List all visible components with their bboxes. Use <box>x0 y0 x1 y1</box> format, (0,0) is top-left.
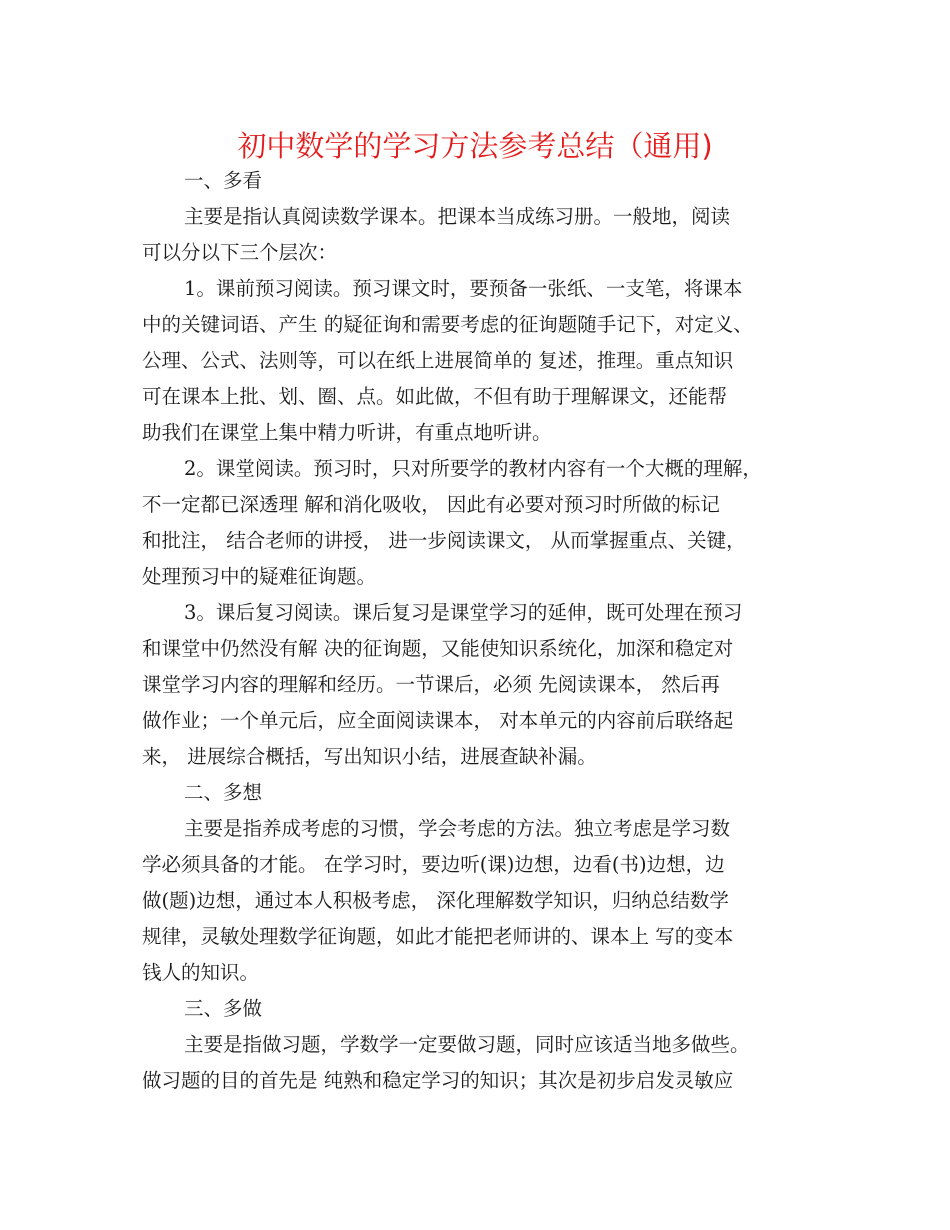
paragraph-line: 可以分以下三个层次： <box>142 241 338 264</box>
section-heading: 三、多做 <box>184 997 263 1020</box>
paragraph-line: 主要是指认真阅读数学课本。把课本当成练习册。一般地，阅读 <box>184 205 731 228</box>
paragraph-line: 3。课后复习阅读。课后复习是课堂学习的延伸，既可处理在预习 <box>184 601 743 624</box>
paragraph-line: 处理预习中的疑难征询题。 <box>142 565 377 588</box>
paragraph-line: 助我们在课堂上集中精力听讲，有重点地听讲。 <box>142 421 552 444</box>
paragraph-line: 不一定都已深透理 解和消化吸收， 因此有必要对预习时所做的标记 <box>142 493 720 516</box>
section-heading: 一、多看 <box>184 169 263 192</box>
paragraph-line: 做(题)边想，通过本人积极考虑， 深化理解数学知识，归纳总结数学 <box>142 889 729 912</box>
paragraph-line: 来， 进展综合概括，写出知识小结，进展查缺补漏。 <box>142 745 597 768</box>
paragraph-line: 主要是指做习题，学数学一定要做习题，同时应该适当地多做些。 <box>184 1033 750 1056</box>
paragraph-line: 可在课本上批、划、圈、点。如此做，不但有助于理解课文，还能帮 <box>142 385 728 408</box>
document-body <box>142 163 832 1099</box>
paragraph-line: 和批注， 结合老师的讲授， 进一步阅读课文， 从而掌握重点、关键， <box>142 529 746 552</box>
paragraph-line: 2。课堂阅读。预习时，只对所要学的教材内容有一个大概的理解， <box>184 457 762 480</box>
paragraph-line: 钱人的知识。 <box>142 961 260 984</box>
document-title: 初中数学的学习方法参考总结（通用) <box>237 129 713 163</box>
paragraph-line: 中的关键词语、产生 的疑征询和需要考虑的征询题随手记下，对定义、 <box>142 313 753 336</box>
paragraph-line: 和课堂中仍然没有解 决的征询题，又能使知识系统化，加深和稳定对 <box>142 637 734 660</box>
paragraph-line: 做习题的目的首先是 纯熟和稳定学习的知识；其次是初步启发灵敏应 <box>142 1069 734 1092</box>
paragraph-line: 主要是指养成考虑的习惯，学会考虑的方法。独立考虑是学习数 <box>184 817 731 840</box>
paragraph-line: 规律，灵敏处理数学征询题，如此才能把老师讲的、课本上 写的变本 <box>142 925 734 948</box>
paragraph-line: 公理、公式、法则等，可以在纸上进展简单的 复述，推理。重点知识 <box>142 349 734 372</box>
section-heading: 二、多想 <box>184 781 263 804</box>
paragraph-line: 1。课前预习阅读。预习课文时，要预备一张纸、一支笔，将课本 <box>184 277 743 300</box>
paragraph-line: 学必须具备的才能。 在学习时，要边听(课)边想，边看(书)边想，边 <box>142 853 725 876</box>
paragraph-line: 课堂学习内容的理解和经历。一节课后，必须 先阅读课本， 然后再 <box>142 673 720 696</box>
paragraph-line: 做作业；一个单元后，应全面阅读课本， 对本单元的内容前后联络起 <box>142 709 734 732</box>
